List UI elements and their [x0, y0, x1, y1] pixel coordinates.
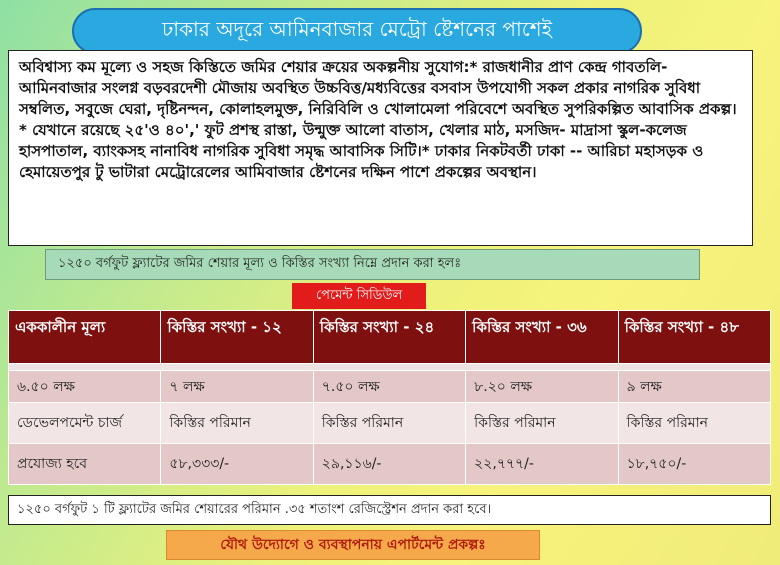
tagline-text: যৌথ উদ্যোগে ও ব্যবস্থাপনায় এপার্টমেন্ট প্রকল্পঃ — [220, 537, 486, 553]
table-cell: ২৯,১১৬/- — [313, 444, 465, 485]
table-cell: কিস্তির পরিমান — [161, 403, 313, 444]
title-banner — [72, 8, 642, 54]
joint-venture-tagline — [166, 530, 540, 560]
table-cell: ৭ লক্ষ — [161, 371, 313, 403]
title-text: ঢাকার অদূরে আমিনবাজার মেট্রো ষ্টেশনের পাশেই — [161, 16, 553, 41]
payment-schedule-label — [292, 283, 426, 309]
schedule-label-text: পেমেন্ট সিডিউল — [315, 287, 403, 303]
table-cell: ডেভেলপমেন্ট চার্জ — [9, 403, 161, 444]
summary-text: ১২৫০ বর্গফুট ফ্ল্যাটের জমির শেয়ার মূল্য ও কিস্তির সংখ্যা নিম্নে প্রদান করা হলঃ — [58, 256, 462, 271]
intro-description-box — [8, 50, 753, 246]
table-cell: ৭.৫০ লক্ষ — [313, 371, 465, 403]
summary-bar — [45, 249, 700, 280]
table-cell: ৬.৫০ লক্ষ — [9, 371, 161, 403]
table-cell: ১৮,৭৫০/- — [618, 444, 770, 485]
table-row — [9, 371, 771, 403]
table-spacer — [9, 364, 771, 371]
header-installments-24: কিস্তির সংখ্যা - ২৪ — [313, 311, 465, 364]
table-cell: কিস্তির পরিমান — [466, 403, 618, 444]
table-cell: ৮.২০ লক্ষ — [466, 371, 618, 403]
registration-note — [8, 495, 771, 525]
header-installments-12: কিস্তির সংখ্যা - ১২ — [161, 311, 313, 364]
spacer-cell — [9, 364, 771, 371]
header-installments-48: কিস্তির সংখ্যা - ৪৮ — [618, 311, 770, 364]
table-row — [9, 444, 771, 485]
registration-note-text: ১২৫০ বর্গফুট ১ টি ফ্ল্যাটের জমির শেয়ারের পরিমান .৩৫ শতাংশ রেজিস্ট্রেশন প্রদান করা হবে। — [17, 501, 492, 517]
table-cell: ৫৮,৩৩৩/- — [161, 444, 313, 485]
intro-text: অবিশ্বাস্য কম মূল্যে ও সহজ কিস্তিতে জমির শেয়ার ক্রয়ের অকল্পনীয় সুযোগ:* রাজধানীর প্রাণ কেন্দ্র গাবতলি-আমিনবাজার সংলগ্ন বড়বরদেশী মৌজায় অবস্থিত উচ্চবিত্ত/মধ্যবিত্তের বসবাস উপযোগী সকল প্রকার নাগরিক সুবিধা সম্বলিত, সবুজে ঘেরা, দৃষ্টিনন্দন, কোলাহলমুক্ত, নিরিবিলি ও খোলামেলা পরিবেশে অবস্থিত সুপরিকল্পিত আবাসিক প্রকল্প।* যেখানে রয়েছে ২৫'ও ৪০',' ফুট প্রশস্থ রাস্তা, উন্মুক্ত আলো বাতাস, খেলার মাঠ, মসজিদ- মাদ্রাসা স্কুল-কলেজ হাসপাতাল, ব্যাংকসহ নানাবিধ নাগরিক সুবিধা সমৃদ্ধ আবাসিক সিটি।* ঢাকার নিকটবর্তী ঢাকা -- আরিচা মহাসড়ক ও হেমায়েতপুর টু ভাটারা মেট্রোরেলের আমিবাজার ষ্টেশনের দক্ষিন পাশে প্রকল্পের অবস্থান। — [19, 58, 737, 181]
header-lump-sum: এককালীন মূল্য — [9, 311, 161, 364]
table-cell: কিস্তির পরিমান — [618, 403, 770, 444]
table-cell: ৯ লক্ষ — [618, 371, 770, 403]
table-header-row — [9, 311, 771, 364]
payment-schedule-table — [8, 310, 771, 485]
table-cell: ২২,৭৭৭/- — [466, 444, 618, 485]
table-cell: প্রযোজ্য হবে — [9, 444, 161, 485]
table-cell: কিস্তির পরিমান — [313, 403, 465, 444]
table-row — [9, 403, 771, 444]
header-installments-36: কিস্তির সংখ্যা - ৩৬ — [466, 311, 618, 364]
